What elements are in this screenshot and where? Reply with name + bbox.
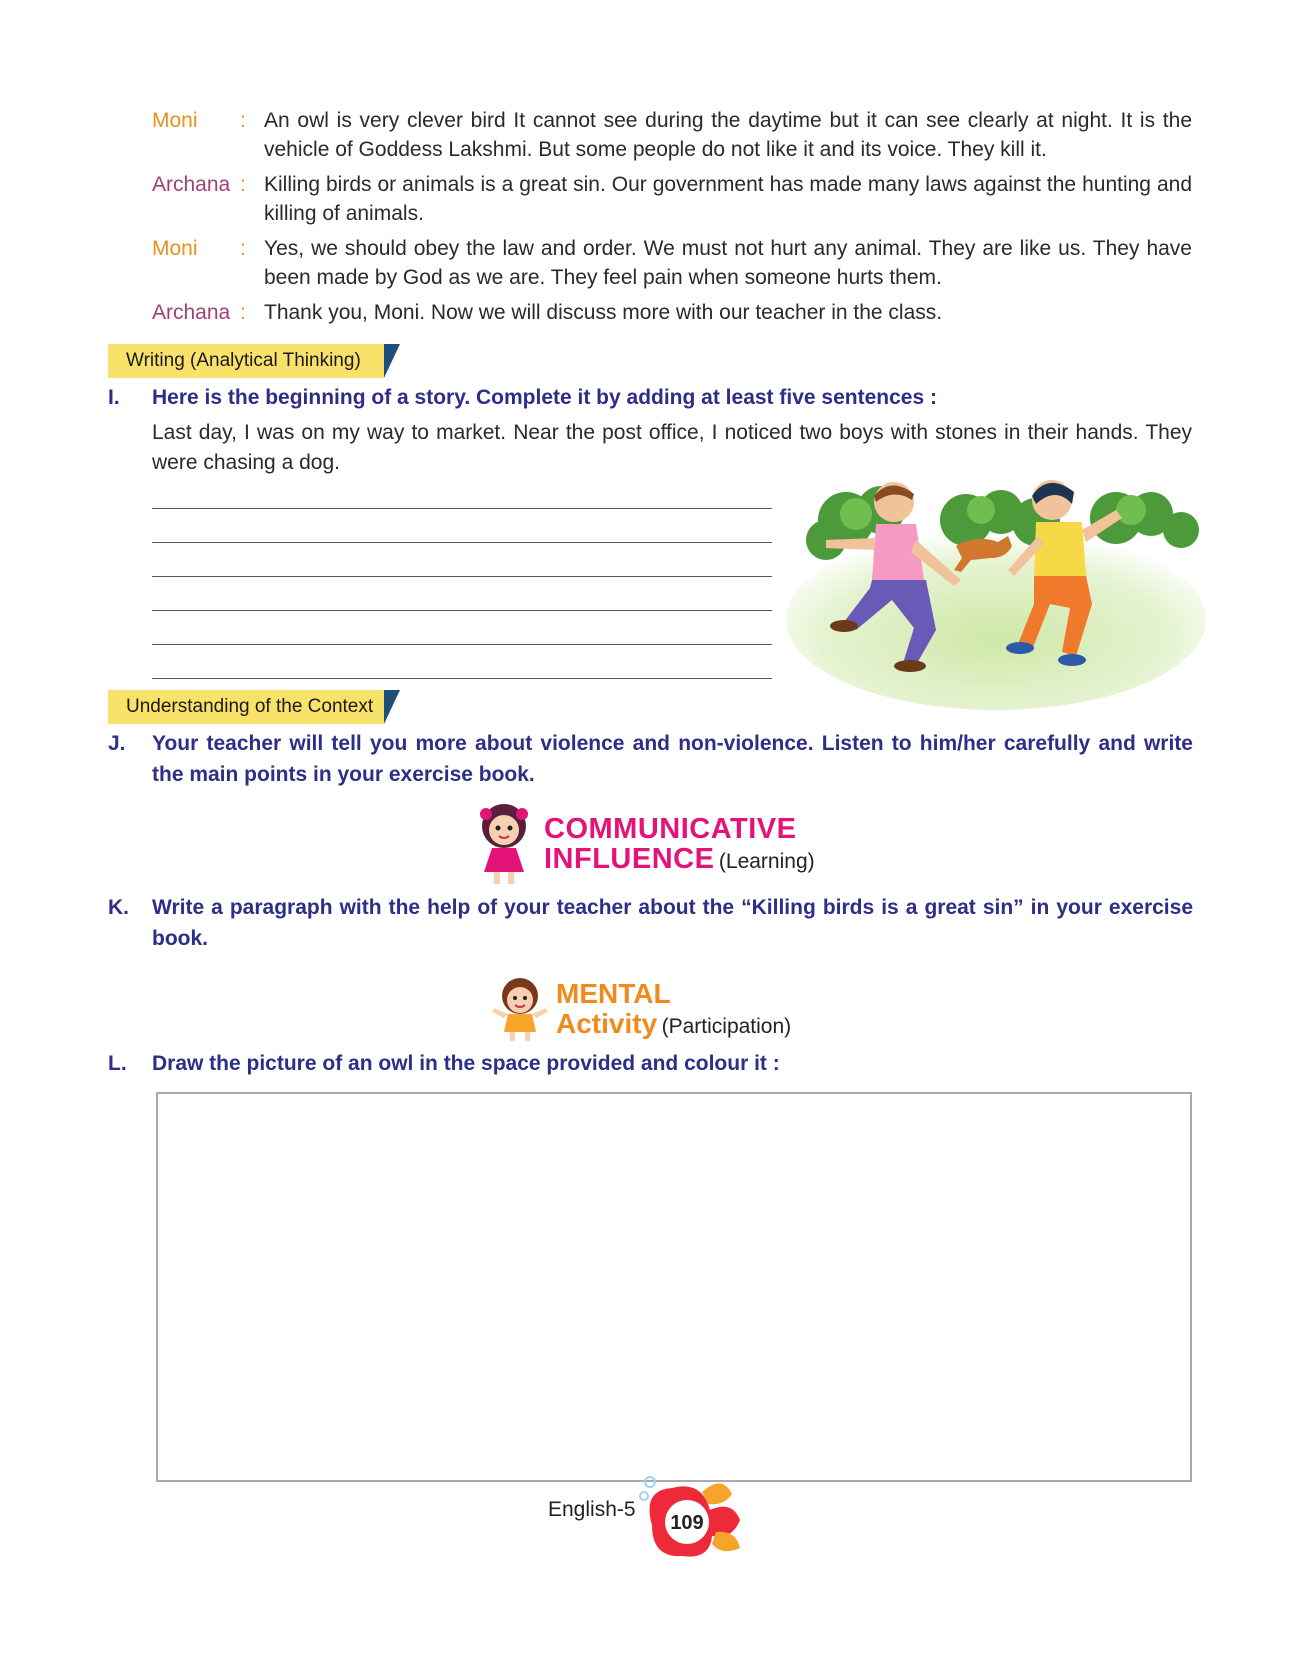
page-number: 109 bbox=[670, 1512, 704, 1534]
dialogue bbox=[152, 106, 1192, 333]
writing-line[interactable] bbox=[152, 610, 772, 611]
question-k bbox=[108, 892, 1193, 954]
question-l bbox=[108, 1048, 1193, 1079]
question-text: Draw the picture of an owl in the space provided and colour it : bbox=[152, 1052, 780, 1075]
dialogue-row bbox=[152, 170, 1192, 228]
question-number: L. bbox=[108, 1052, 127, 1075]
writing-line[interactable] bbox=[152, 678, 772, 679]
writing-line[interactable] bbox=[152, 644, 772, 645]
banner-corner bbox=[384, 690, 400, 724]
speaker-colon: : bbox=[240, 301, 246, 324]
speaker-name: Archana bbox=[152, 173, 231, 196]
banner-corner bbox=[384, 344, 400, 378]
speaker-name: Moni bbox=[152, 237, 198, 260]
question-text: Your teacher will tell you more about violence and non-violence. Listen to him/her carefully and write the main points in your exercise book. bbox=[152, 732, 1193, 786]
speaker-name: Archana bbox=[152, 301, 231, 324]
banner-label: Writing (Analytical Thinking) bbox=[126, 350, 361, 371]
story-beginning: Last day, I was on my way to market. Near the post office, I noticed two boys with stones in their hands. They were chasing a dog. bbox=[152, 421, 1192, 474]
question-j bbox=[108, 728, 1193, 790]
communicative-sub: (Learning) bbox=[718, 850, 815, 873]
question-number: I. bbox=[108, 386, 120, 409]
speaker-name: Moni bbox=[152, 109, 198, 132]
mental-activity-heading bbox=[490, 976, 791, 1042]
page-number-badge bbox=[632, 1470, 752, 1560]
speaker-colon: : bbox=[240, 237, 246, 260]
dialogue-line: Thank you, Moni. Now we will discuss more with our teacher in the class. bbox=[264, 301, 943, 324]
banner-label: Understanding of the Context bbox=[126, 696, 374, 717]
communicative-line1: COMMUNICATIVE bbox=[544, 813, 797, 845]
communicative-influence-heading bbox=[472, 800, 815, 888]
girl-mascot-icon bbox=[472, 800, 536, 888]
writing-line[interactable] bbox=[152, 576, 772, 577]
section-banner-writing bbox=[108, 344, 384, 378]
footer-book-title: English-5 bbox=[548, 1498, 636, 1521]
dialogue-line: Killing birds or animals is a great sin. Our government has made many laws against the hunting and killing of animals. bbox=[264, 173, 1192, 225]
mental-title bbox=[556, 979, 791, 1039]
question-i bbox=[108, 382, 1193, 413]
communicative-line2: INFLUENCE bbox=[544, 843, 715, 875]
question-number: J. bbox=[108, 732, 126, 755]
mental-sub: (Participation) bbox=[661, 1015, 792, 1038]
owl-drawing-area[interactable] bbox=[156, 1092, 1192, 1482]
dialogue-row bbox=[152, 298, 1192, 327]
dialogue-row bbox=[152, 234, 1192, 292]
writing-line[interactable] bbox=[152, 542, 772, 543]
writing-line[interactable] bbox=[152, 508, 772, 509]
girl-mascot-icon bbox=[490, 976, 550, 1042]
question-number: K. bbox=[108, 896, 129, 919]
speaker-colon: : bbox=[240, 173, 246, 196]
dialogue-row bbox=[152, 106, 1192, 164]
section-banner-context bbox=[108, 690, 384, 724]
question-text: Write a paragraph with the help of your teacher about the “Killing birds is a great sin” in your exercise book. bbox=[152, 896, 1193, 950]
mental-line2: Activity bbox=[556, 1008, 658, 1039]
communicative-title bbox=[544, 814, 815, 874]
mental-line1: MENTAL bbox=[556, 978, 671, 1009]
speaker-colon: : bbox=[240, 109, 246, 132]
boys-chasing-dog-illustration bbox=[786, 480, 1206, 710]
dialogue-line: Yes, we should obey the law and order. We must not hurt any animal. They are like us. They have been made by God as we are. They feel pain when someone hurts them. bbox=[264, 237, 1192, 289]
question-text: Here is the beginning of a story. Complete it by adding at least five sentences : bbox=[152, 386, 937, 409]
dialogue-line: An owl is very clever bird It cannot see during the daytime but it can see clearly at night. It is the vehicle of Goddess Lakshmi. But some people do not like it and its voice. They kill it. bbox=[264, 109, 1192, 161]
